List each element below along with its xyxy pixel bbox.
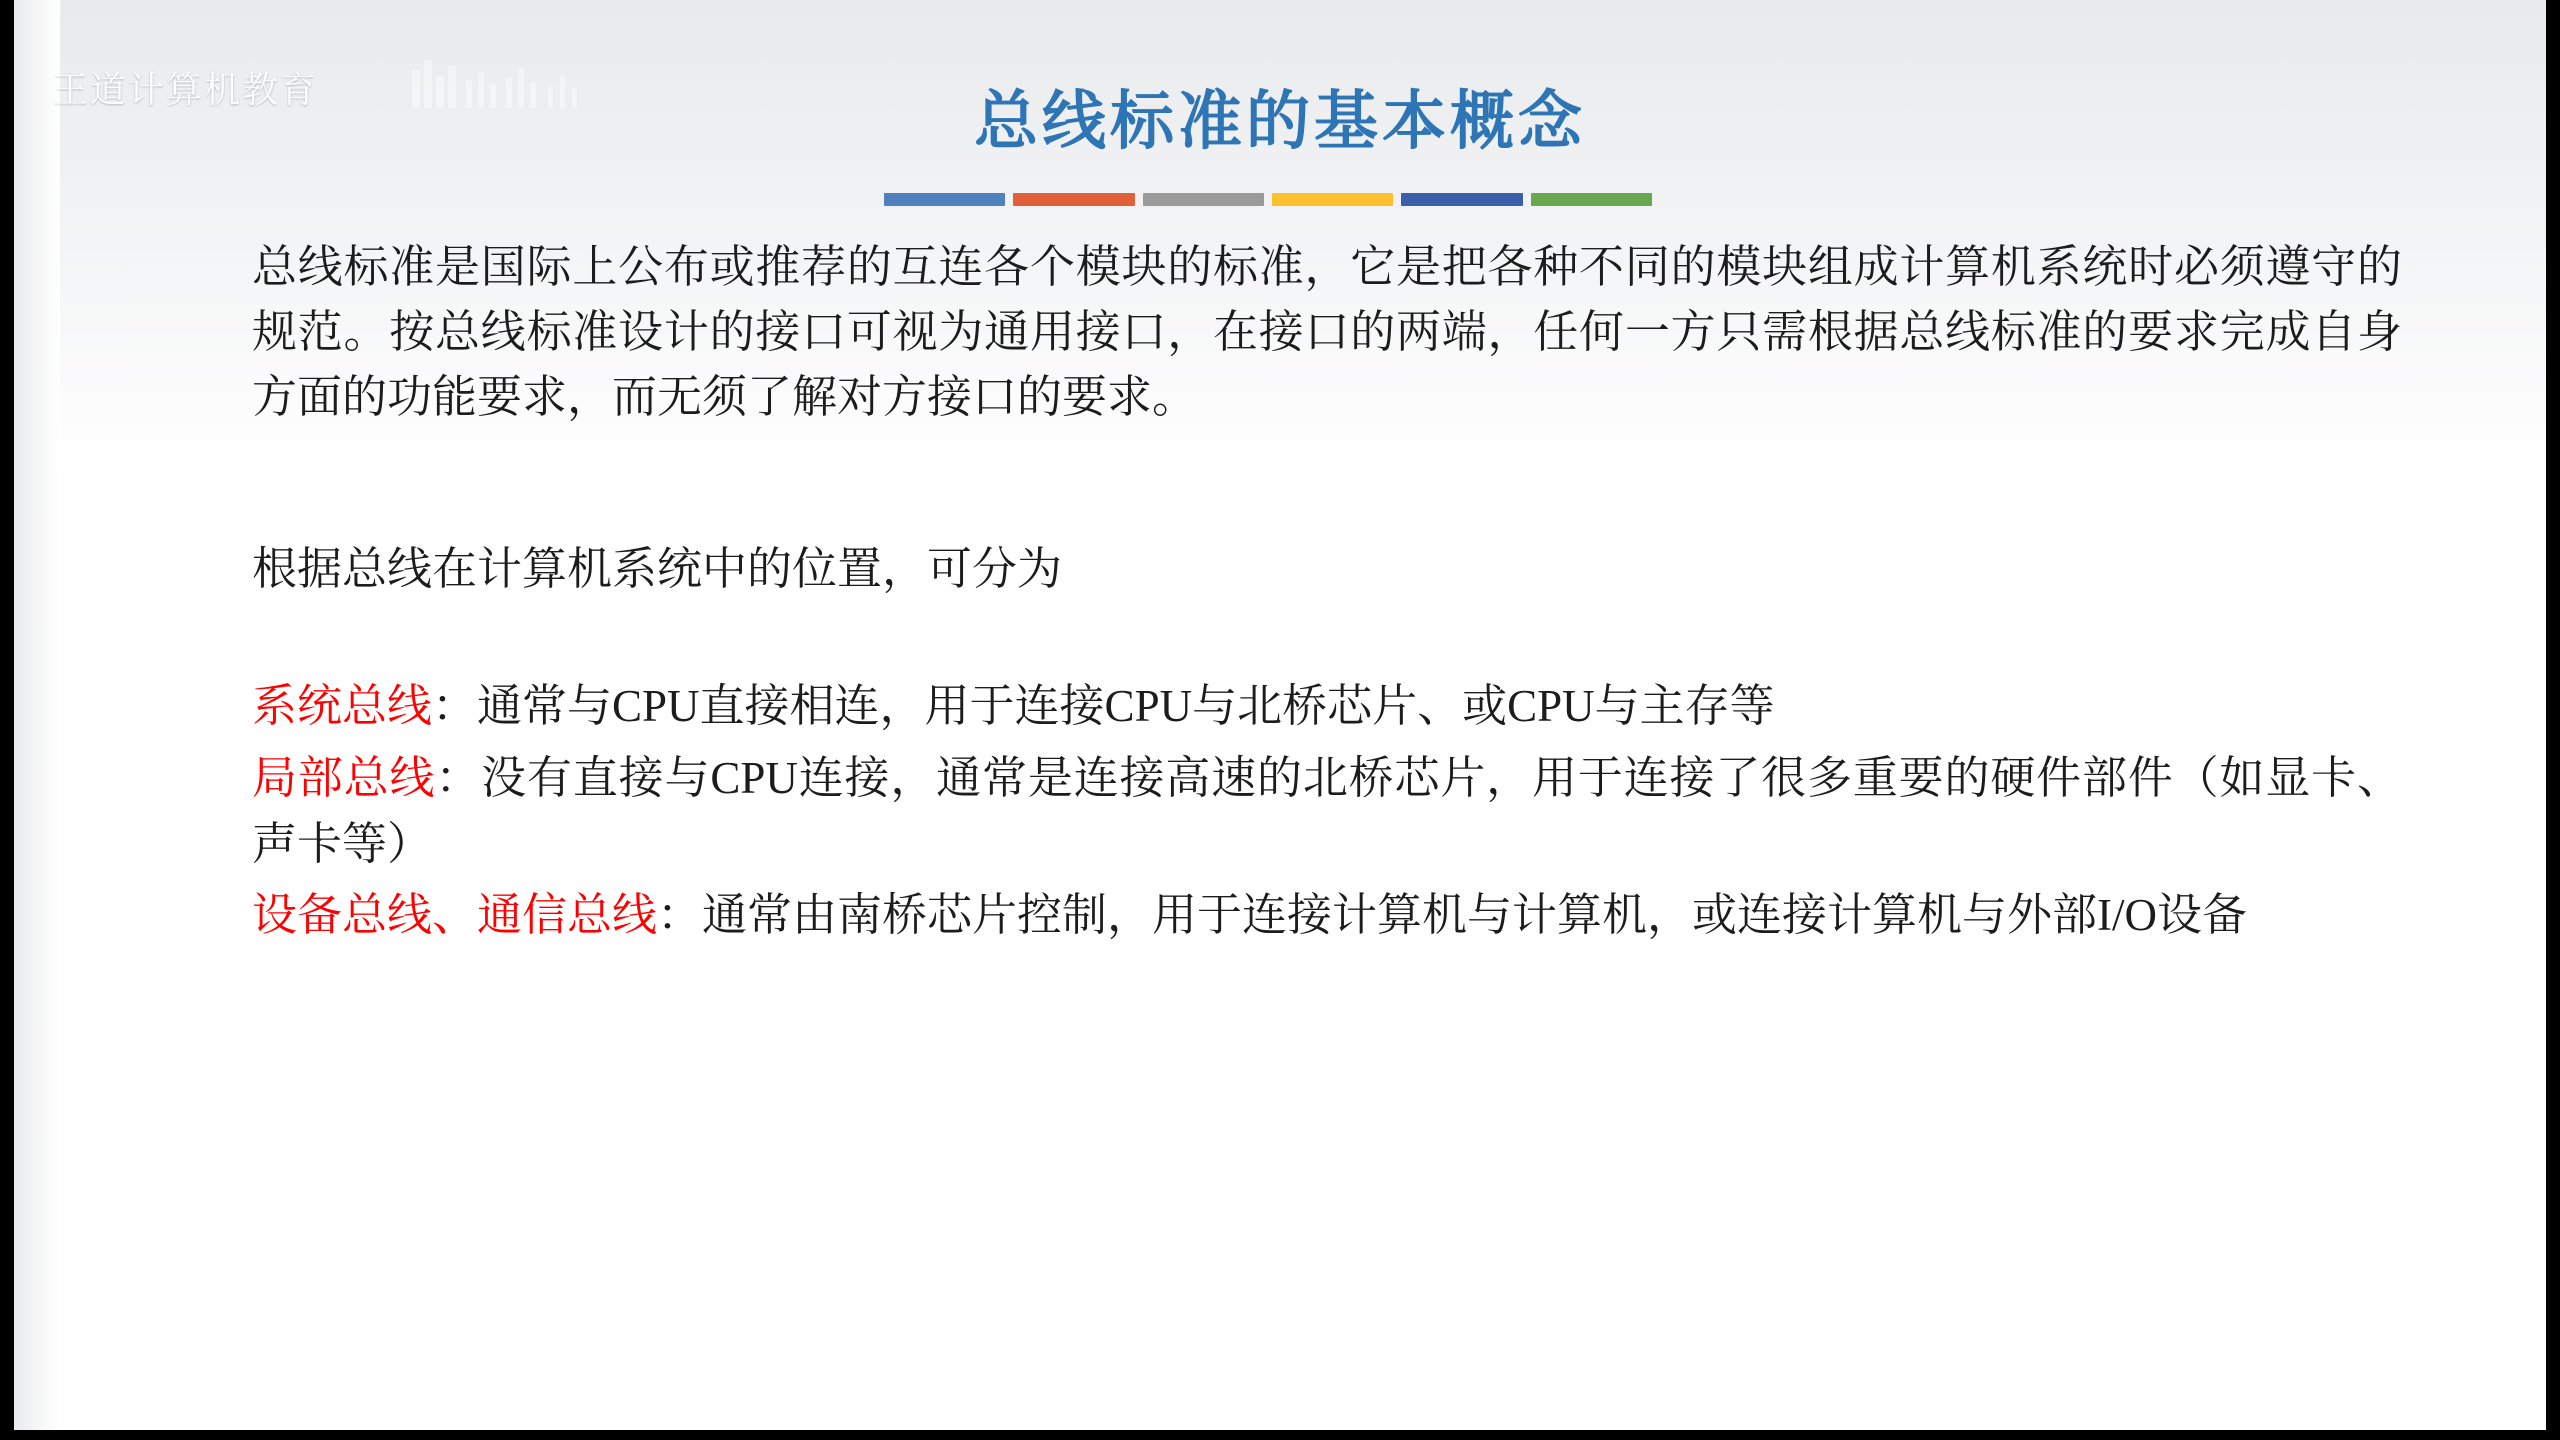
list-item-value: ：通常由南桥芯片控制，用于连接计算机与计算机，或连接计算机与外部I/O设备: [657, 890, 2248, 941]
page-title: 总线标准的基本概念: [974, 86, 1586, 157]
chip-6: [1531, 193, 1652, 206]
list-item: [252, 746, 2402, 877]
brand-watermark: 王道计算机教育: [52, 69, 319, 110]
title-underline-chips: [884, 193, 1652, 207]
chip-3: [1143, 193, 1264, 206]
list-item-key: 系统总线: [252, 681, 433, 732]
list-item: [252, 674, 2402, 740]
list-item-value: ：没有直接与CPU连接，通常是连接高速的北桥芯片，用于连接了很多重要的硬件部件（如显卡、声卡等）: [252, 752, 2402, 869]
chip-5: [1401, 193, 1522, 206]
letterbox-left: [0, 0, 14, 1440]
letterbox-right: [2546, 0, 2560, 1440]
letterbox-bottom: [0, 1430, 2560, 1440]
spacer: [252, 602, 2402, 674]
list-item-key: 局部总线: [252, 752, 436, 803]
spacer: [252, 429, 2402, 537]
definition-paragraph: 总线标准是国际上公布或推荐的互连各个模块的标准，它是把各种不同的模块组成计算机系统时必须遵守的规范。按总线标准设计的接口可视为通用接口，在接口的两端，任何一方只需根据总线标准的要求完成自身方面的功能要求，而无须了解对方接口的要求。: [252, 242, 2402, 422]
list-item-value: ：通常与CPU直接相连，用于连接CPU与北桥芯片、或CPU与主存等: [432, 681, 1775, 732]
list-item-key: 设备总线、通信总线: [252, 890, 658, 941]
chip-2: [1013, 193, 1134, 206]
slide-body: [252, 235, 2402, 955]
chip-1: [884, 193, 1005, 206]
list-item: [252, 883, 2402, 949]
classification-lead: 根据总线在计算机系统中的位置，可分为: [252, 544, 1063, 595]
chip-4: [1272, 193, 1393, 206]
